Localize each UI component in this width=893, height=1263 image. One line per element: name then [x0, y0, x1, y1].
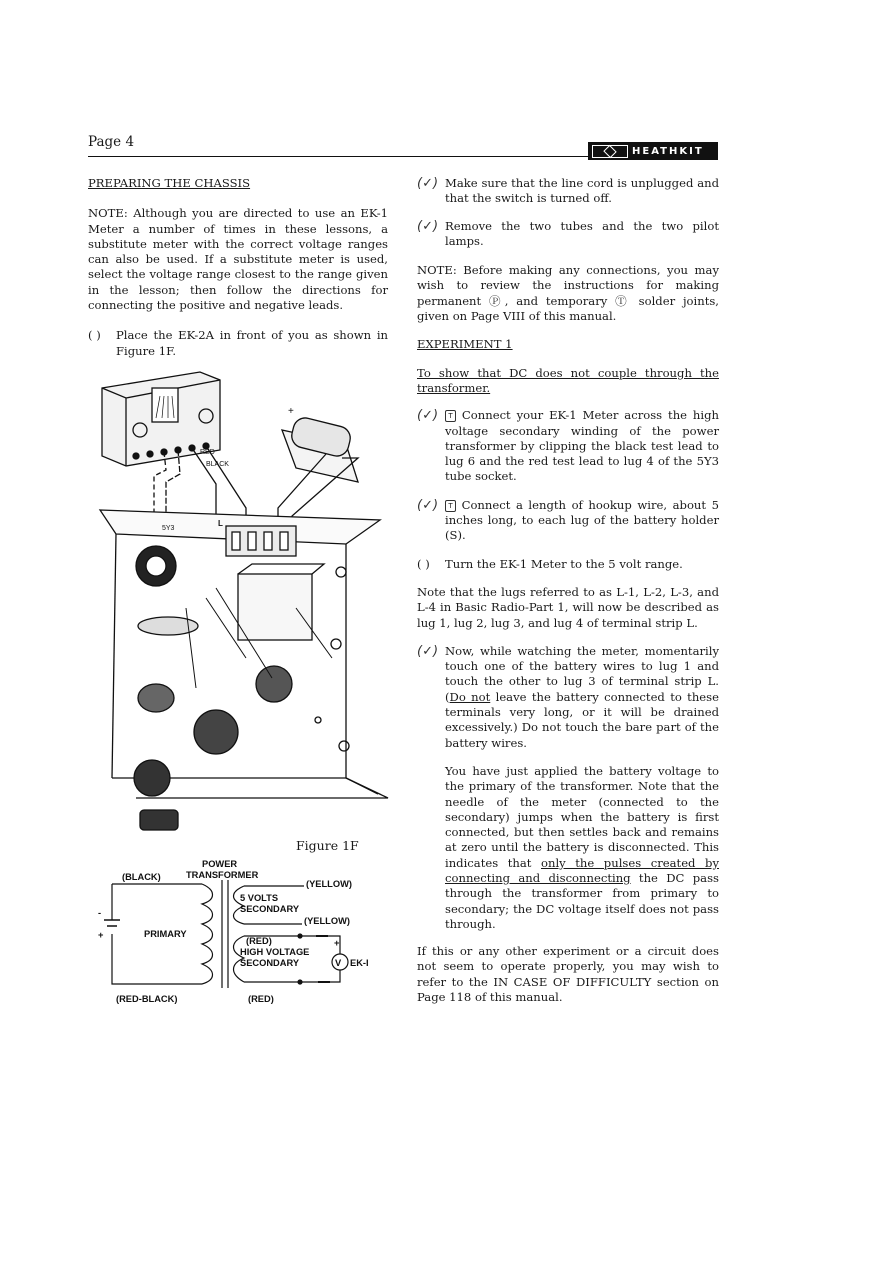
step-connect-meter [417, 408, 719, 484]
explanation-paragraph [417, 764, 719, 932]
step-connect-wire-text: Connect a length of hookup wire, about 5 inches long, to each lug of the battery holder (S). [445, 497, 719, 543]
schematic-title-transformer: TRANSFORMER [186, 870, 259, 880]
right-column [417, 176, 719, 1005]
lead-red-top-label: (RED) [246, 936, 272, 946]
step-unplug-cord [417, 176, 719, 207]
do-not-emphasis: Do not [449, 689, 491, 704]
meter-symbol-v: V [335, 958, 342, 968]
step-turn-meter-text: Turn the EK-1 Meter to the 5 volt range. [445, 556, 683, 571]
battery-plus-label: + [288, 406, 294, 417]
troubleshooting-note: If this or any other experiment or a circuit does not seem to operate properly, you may wish to refer to the IN CASE OF DIFFICULTY section on Page 118 of this manual. [417, 944, 719, 1005]
step-unplug-text: Make sure that the line cord is unplugged and that the switch is turned off. [445, 176, 719, 206]
left-column [88, 176, 388, 359]
step-touch-text-a: Now, while watching the meter, momentarily touch one of the battery wires to lug 1 and touch the other to lug 3 of terminal strip L. ( [445, 643, 719, 704]
meter-label-ek1: EK-I [350, 958, 369, 968]
note-solder-joints: NOTE: Before making any connections, you may wish to review the instructions for making permanent Ⓟ, and temporary Ⓣ solder joints, given on Page VIII of this manual. [417, 263, 719, 324]
logo-text: HEATHKIT [632, 145, 704, 157]
tube-label-5y3: 5Y3 [162, 525, 175, 532]
section-heading: PREPARING THE CHASSIS [88, 176, 251, 190]
step-place-text: Place the EK-2A in front of you as shown in Figure 1F. [116, 328, 388, 358]
step-place-chassis [88, 328, 388, 359]
step-remove-tubes-text: Remove the two tubes and the two pilot lamps. [445, 218, 719, 248]
strip-label-l: L [218, 519, 223, 528]
primary-plus-label: + [98, 930, 104, 940]
high-voltage-label: HIGH VOLTAGE [240, 947, 310, 957]
step-touch-battery [417, 644, 719, 751]
note-substitute-meter: NOTE: Although you are directed to use an EK-1 Meter a number of times in these lessons, a substitute meter with the correct voltage ranges can also be used. If a substitute meter is used, select the voltage range closest to the range given in the lesson; then follow the directions for connecting the positive and negative leads. [88, 206, 388, 313]
checkbox-touch-battery[interactable]: (✓) [417, 643, 439, 659]
checkbox-connect-wire[interactable]: (✓) [417, 497, 439, 513]
checkbox-step-place[interactable]: ( ) [88, 328, 101, 343]
explanation-text-a: You have just applied the battery voltage to the primary of the transformer. Note that the needle of the meter (connected to the secondary) jumps when the battery is first connected, but then settles back and remains at zero until the battery is disconnected. This indicates that [445, 763, 719, 870]
primary-minus-label: - [98, 908, 102, 918]
temporary-solder-icon: T [445, 410, 456, 422]
lead-red-black-label: (RED-BLACK) [116, 994, 178, 1004]
checkbox-unplug[interactable]: (✓) [417, 176, 439, 191]
transformer-schematic [92, 856, 372, 1008]
figure-1f-chassis-illustration [96, 358, 392, 836]
heathkit-logo [588, 142, 718, 160]
five-volts-label: 5 VOLTS [240, 893, 279, 903]
step-connect-wire [417, 498, 719, 544]
step-touch-text-b: leave the battery connected to these terminals very long, or it will be drained excessively.) Do not touch the bare part of the battery wires. [445, 689, 719, 750]
experiment-heading: EXPERIMENT 1 [417, 337, 513, 352]
experiment-subheading: To show that DC does not couple through the transformer. [417, 365, 719, 395]
checkbox-remove-tubes[interactable]: (✓) [417, 218, 439, 234]
step-remove-tubes [417, 219, 719, 250]
secondary-label-2: SECONDARY [240, 958, 300, 968]
figure-caption: Figure 1F [296, 838, 359, 853]
checkbox-turn-meter[interactable]: ( ) [417, 556, 430, 571]
schematic-title-power: POWER [202, 859, 238, 869]
temporary-solder-icon: T [445, 500, 456, 512]
lead-label-black: BLACK [206, 461, 229, 468]
primary-label: PRIMARY [144, 929, 187, 939]
step-connect-meter-text: Connect your EK-1 Meter across the high voltage secondary winding of the power transformer by clipping the black test lead to lug 6 and the red test lead to lug 4 of the 5Y3 tube socket. [445, 408, 719, 484]
step-turn-meter [417, 557, 719, 572]
logo-emblem-icon [592, 145, 628, 158]
note-lug-naming: Note that the lugs referred to as L-1, L-2, L-3, and L-4 in Basic Radio-Part 1, will now be described as lug 1, lug 2, lug 3, and lug 4 of terminal strip L. [417, 584, 719, 630]
meter-plus-label: + [334, 938, 340, 948]
page-number: Page 4 [88, 134, 135, 150]
lead-label-red: RED [200, 449, 215, 456]
explanation-underlined: only the pulses created by connecting and disconnecting [445, 855, 720, 885]
explanation-text-b: the DC pass through the transformer from primary to secondary; the DC voltage itself does not pass through. [445, 870, 719, 931]
lead-yellow-top-label: (YELLOW) [306, 879, 352, 889]
lead-black-label: (BLACK) [122, 872, 161, 882]
lead-red-bottom-label: (RED) [248, 994, 274, 1004]
lead-yellow-bottom-label: (YELLOW) [304, 916, 350, 926]
secondary-label-1: SECONDARY [240, 904, 300, 914]
checkbox-connect-meter[interactable]: (✓) [417, 408, 439, 424]
